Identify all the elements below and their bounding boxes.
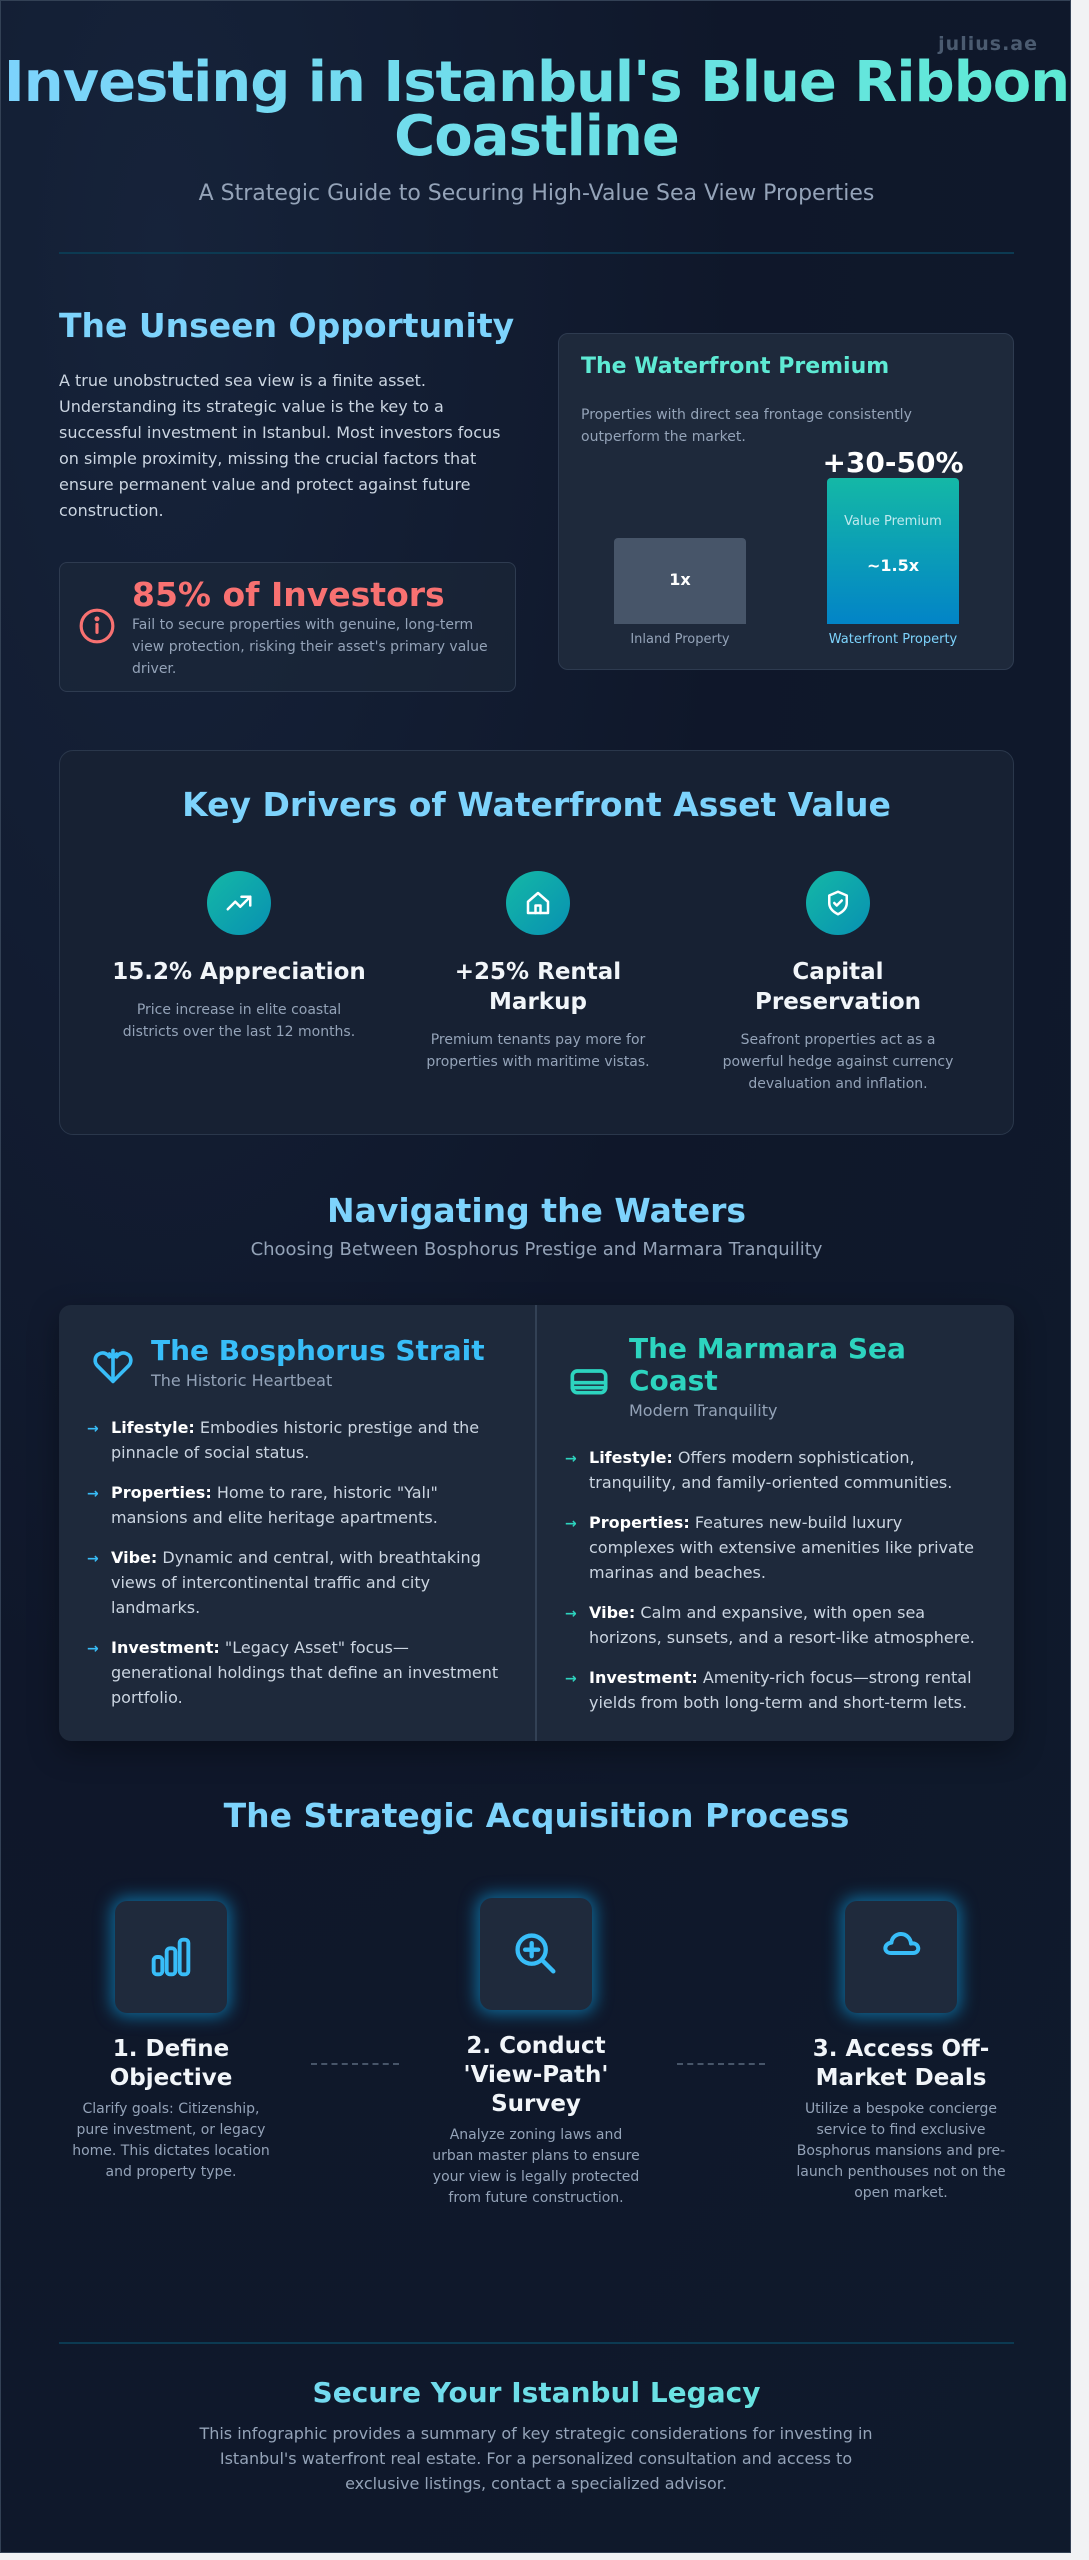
navigating-subtitle: Choosing Between Bosphorus Prestige and Marmara Tranquility bbox=[250, 1239, 823, 1260]
zoom-in-icon bbox=[480, 1898, 592, 2010]
page-subtitle: A Strategic Guide to Securing High-Value Sea View Properties bbox=[198, 181, 875, 206]
brand-watermark: julius.ae bbox=[938, 33, 1038, 55]
driver-text: Seafront properties act as a powerful hedge against currency devaluation and inflation. bbox=[722, 1032, 954, 1092]
marmara-title: The Marmara Sea Coast bbox=[629, 1332, 906, 1397]
info-icon bbox=[78, 607, 116, 645]
marmara-subtitle: Modern Tranquility bbox=[629, 1401, 778, 1420]
list-item: → Investment: "Legacy Asset" focus—generational holdings that define an investment portfolio. bbox=[87, 1638, 499, 1707]
process-step-1 bbox=[66, 1901, 276, 2183]
bar-chart-icon bbox=[115, 1901, 227, 2013]
bosphorus-column bbox=[59, 1305, 535, 1741]
step-title: 1. Define Objective bbox=[109, 2036, 233, 2091]
list-item: → Investment: Amenity-rich focus—strong rental yields from both long-term and short-term lets. bbox=[565, 1668, 972, 1712]
process-step-3 bbox=[796, 1901, 1006, 2204]
bar-waterfront bbox=[827, 478, 959, 624]
bed-icon bbox=[569, 1365, 609, 1397]
list-item: → Lifestyle: Embodies historic prestige and the pinnacle of social status. bbox=[87, 1418, 480, 1462]
driver-rental bbox=[408, 871, 668, 1073]
bar-inland-value: 1x bbox=[669, 570, 691, 589]
divider bbox=[59, 2342, 1014, 2344]
bar-inland-label: Inland Property bbox=[630, 632, 730, 647]
step-title: 3. Access Off-Market Deals bbox=[812, 2036, 990, 2091]
premium-percentage-label: Value Premium bbox=[844, 514, 942, 529]
footer-title: Secure Your Istanbul Legacy bbox=[1, 2376, 1072, 2409]
alert-title: 85% of Investors bbox=[132, 575, 445, 614]
alert-text: Fail to secure properties with genuine, long-term view protection, risking their asset's primary value driver. bbox=[132, 617, 488, 677]
opportunity-title: The Unseen Opportunity bbox=[59, 306, 515, 345]
list-item: → Properties: Features new-build luxury complexes with extensive amenities like private marinas and beaches. bbox=[565, 1513, 974, 1582]
arrow-right-icon: → bbox=[565, 1606, 577, 1622]
premium-percentage: +30-50% bbox=[822, 446, 964, 479]
trending-up-icon bbox=[207, 871, 271, 935]
opportunity-body: A true unobstructed sea view is a finite asset. Understanding its strategic value is the key to a successful investment in Istanbul. Most investors focus on simple proximity, missing the crucial factors that ensure permanent value and protect against future construction. bbox=[59, 371, 501, 520]
driver-title: Capital Preservation bbox=[755, 959, 921, 1015]
heart-anchor-icon bbox=[91, 1345, 135, 1385]
bosphorus-list bbox=[87, 1415, 507, 1725]
step-text: Analyze zoning laws and urban master plans to ensure your view is legally protected from future construction. bbox=[432, 2127, 640, 2206]
comparison-card bbox=[59, 1305, 1014, 1741]
key-drivers-section bbox=[59, 750, 1014, 1135]
marmara-list bbox=[565, 1445, 985, 1730]
driver-capital bbox=[708, 871, 968, 1095]
process-step-2 bbox=[431, 1898, 641, 2209]
footer-text: This infographic provides a summary of key strategic considerations for investing in Istanbul's waterfront real estate. For a personalized consultation and access to exclusive listings, contact a specialized advisor. bbox=[199, 2424, 873, 2493]
divider bbox=[59, 252, 1014, 254]
drivers-title: Key Drivers of Waterfront Asset Value bbox=[182, 785, 891, 824]
step-text: Clarify goals: Citizenship, pure investment, or legacy home. This dictates location and property type. bbox=[72, 2101, 270, 2180]
driver-appreciation bbox=[109, 871, 369, 1043]
list-item: → Vibe: Calm and expansive, with open sea horizons, sunsets, and a resort-like atmosphere. bbox=[565, 1603, 975, 1647]
step-title: 2. Conduct 'View-Path' Survey bbox=[463, 2033, 609, 2117]
home-icon bbox=[506, 871, 570, 935]
premium-description: Properties with direct sea frontage consistently outperform the market. bbox=[581, 407, 912, 445]
premium-title: The Waterfront Premium bbox=[581, 354, 890, 379]
shield-check-icon bbox=[806, 871, 870, 935]
arrow-right-icon: → bbox=[87, 1486, 99, 1502]
driver-text: Premium tenants pay more for properties with maritime vistas. bbox=[426, 1032, 650, 1070]
step-connector bbox=[311, 2063, 399, 2065]
bar-waterfront-label: Waterfront Property bbox=[828, 632, 958, 647]
list-item: → Vibe: Dynamic and central, with breathtaking views of intercontinental traffic and city landmarks. bbox=[87, 1548, 481, 1617]
driver-text: Price increase in elite coastal districts over the last 12 months. bbox=[122, 1002, 356, 1040]
navigating-title: Navigating the Waters bbox=[327, 1191, 746, 1230]
arrow-right-icon: → bbox=[565, 1516, 577, 1532]
arrow-right-icon: → bbox=[87, 1421, 99, 1437]
bosphorus-title: The Bosphorus Strait bbox=[151, 1334, 485, 1367]
arrow-right-icon: → bbox=[87, 1551, 99, 1567]
arrow-right-icon: → bbox=[565, 1671, 577, 1687]
arrow-right-icon: → bbox=[87, 1641, 99, 1657]
driver-title: +25% Rental Markup bbox=[454, 959, 622, 1015]
driver-title: 15.2% Appreciation bbox=[112, 959, 366, 985]
arrow-right-icon: → bbox=[565, 1451, 577, 1467]
bosphorus-subtitle: The Historic Heartbeat bbox=[151, 1371, 333, 1390]
investor-alert-card bbox=[59, 562, 516, 692]
step-connector bbox=[677, 2063, 765, 2065]
page-title: Investing in Istanbul's Blue Ribbon Coastline bbox=[1, 56, 1072, 164]
step-text: Utilize a bespoke concierge service to find exclusive Bosphorus mansions and pre-launch penthouses not on the open market. bbox=[796, 2101, 1006, 2201]
process-title: The Strategic Acquisition Process bbox=[223, 1796, 850, 1835]
marmara-column bbox=[537, 1305, 1014, 1741]
cloud-icon bbox=[845, 1901, 957, 2013]
list-item: → Properties: Home to rare, historic "Yalı" mansions and elite heritage apartments. bbox=[87, 1483, 438, 1527]
list-item: → Lifestyle: Offers modern sophistication, tranquility, and family-oriented communities. bbox=[565, 1448, 953, 1492]
waterfront-premium-card bbox=[558, 333, 1014, 670]
bar-waterfront-value: ~1.5x bbox=[866, 556, 920, 575]
bar-inland bbox=[614, 538, 746, 624]
